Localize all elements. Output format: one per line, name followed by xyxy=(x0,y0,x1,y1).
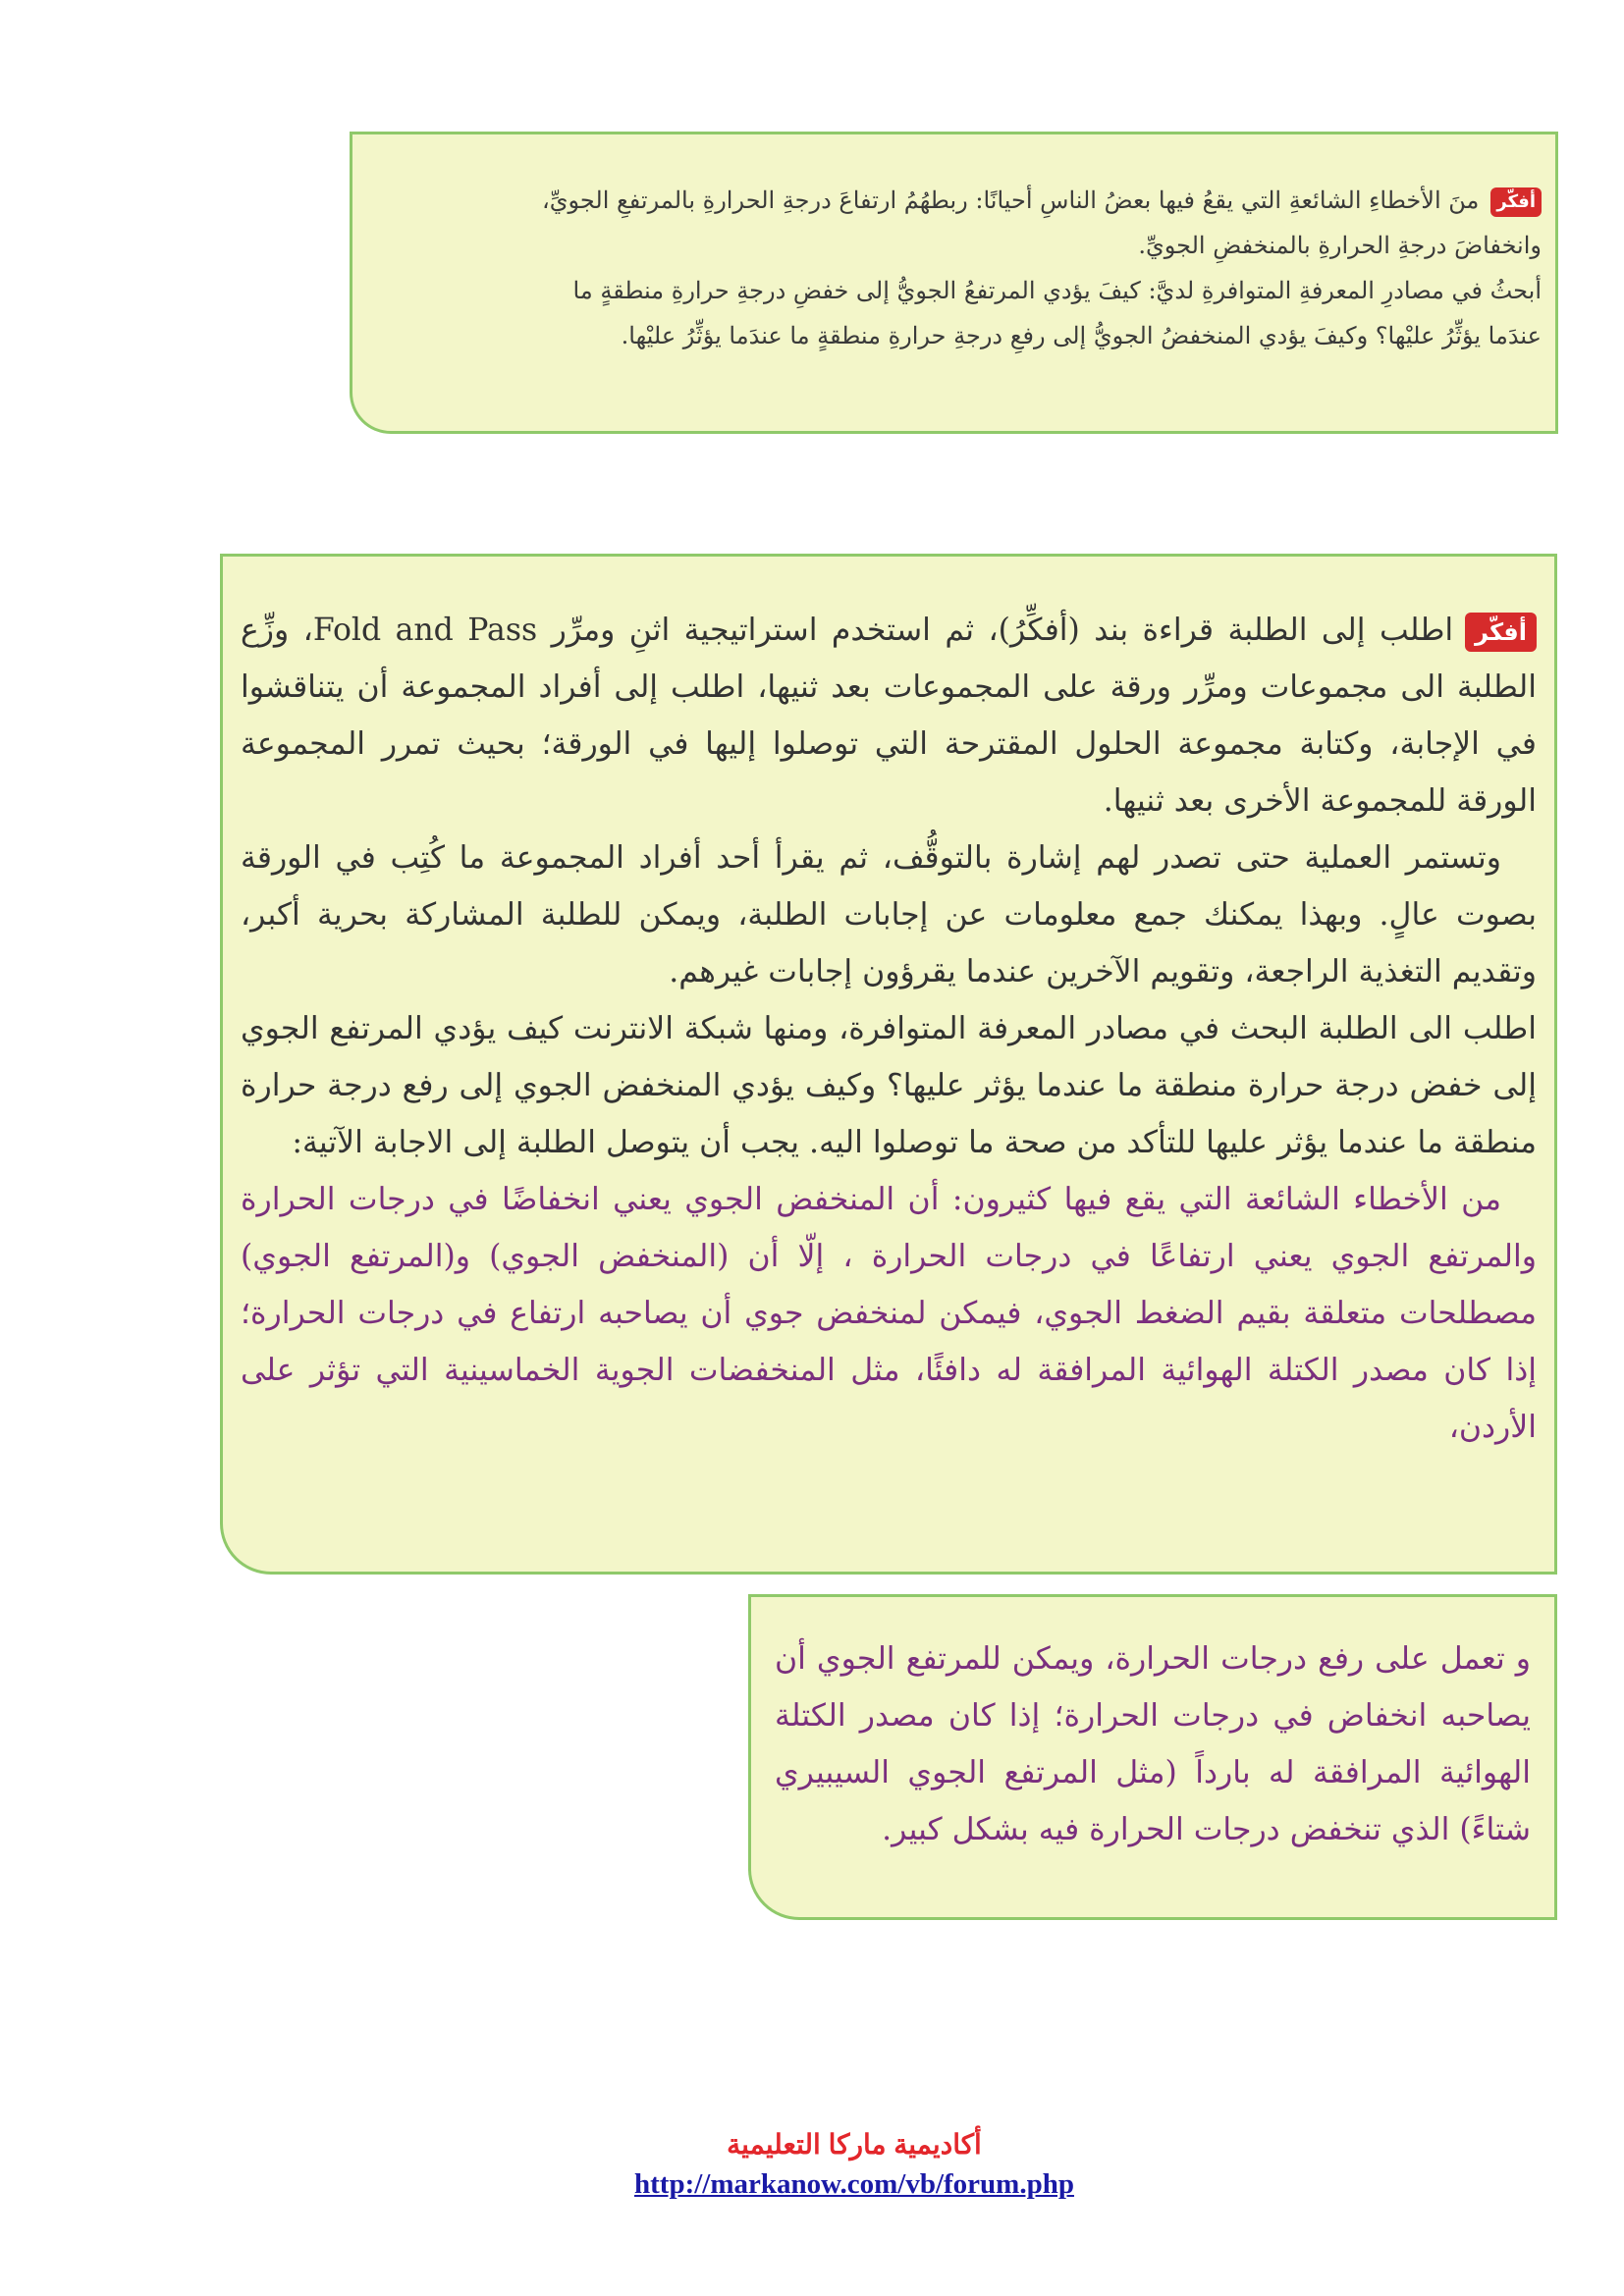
think-badge: أفكّر xyxy=(1490,187,1542,217)
guide-paragraph-1-text: اطلب إلى الطلبة قراءة بند (أفكِّرُ)، ثم استخدم استراتيجية اثنِ ومرِّر Fold and Pass، وزِّع الطلبة الى مجموعات ومرِّر ورقة على المجموعات بعد ثنيها، اطلب إلى أفراد المجموعة أن يتناقشوا في الإجابة، وكتابة مجموعة الحلول المقترحة التي توصلوا إليها في الورقة؛ بحيث تمرر المجموعة الورقة للمجموعة الأخرى بعد ثنيها. xyxy=(241,613,1537,819)
think-box-student xyxy=(350,132,1558,434)
think-line-2: وانخفاضَ درجةِ الحرارةِ بالمنخفضِ الجويِّ. xyxy=(1138,232,1542,259)
answer-continuation-box xyxy=(748,1594,1557,1920)
guide-paragraph-2: وتستمر العملية حتى تصدر لهم إشارة بالتوقُّف، ثم يقرأ أحد أفراد المجموعة ما كُتِب في الورقة بصوت عالٍ. وبهذا يمكنك جمع معلومات عن إجابات الطلبة، ويمكن للطلبة المشاركة بحرية أكبر، وتقديم التغذية الراجعة، وتقويم الآخرين عندما يقرؤون إجابات غيرهم. xyxy=(241,840,1537,989)
think-line-1-text: منَ الأخطاءِ الشائعةِ التي يقعُ فيها بعضُ الناسِ أحيانًا: ربطهُمُ ارتفاعَ درجةِ الحرارةِ بالمرتفعِ الجويِّ، xyxy=(541,187,1480,214)
answer-continuation-text: و تعمل على رفع درجات الحرارة، ويمكن للمرتفع الجوي أن يصاحبه انخفاض في درجات الحرارة؛ إذا كان مصدر الكتلة الهوائية المرافقة له بارداً (مثل المرتفع الجوي السيبيري شتاءً) الذي تنخفض درجات الحرارة فيه بشكل كبير. xyxy=(775,1641,1531,1847)
guide-paragraph-1 xyxy=(241,602,1537,829)
footer-forum-link[interactable]: http://markanow.com/vb/forum.php xyxy=(634,2168,1074,2200)
think-badge-large: أفكّر xyxy=(1465,613,1537,652)
think-line-3: أبحثُ في مصادرِ المعرفةِ المتوافرةِ لديَّ: كيفَ يؤدي المرتفعُ الجويُّ إلى خفضِ درجةِ حرارةِ منطقةٍ ما xyxy=(572,277,1542,304)
teacher-guide-box xyxy=(220,554,1557,1575)
think-line-1 xyxy=(366,178,1542,223)
think-line-4: عندَما يؤثِّرُ عليْها؟ وكيفَ يؤدي المنخفضُ الجويُّ إلى رفعِ درجةِ حرارةِ منطقةٍ ما عندَما يؤثِّرُ عليْها. xyxy=(621,322,1542,349)
page-footer xyxy=(550,2125,1159,2204)
guide-paragraph-3: اطلب الى الطلبة البحث في مصادر المعرفة المتوافرة، ومنها شبكة الانترنت كيف يؤدي المرتفع الجوي إلى خفض درجة حرارة منطقة ما عندما يؤثر عليها؟ وكيف يؤدي المنخفض الجوي إلى رفع درجة حرارة منطقة ما عندما يؤثر عليها للتأكد من صحة ما توصلوا اليه. يجب أن يتوصل الطلبة إلى الاجابة الآتية: xyxy=(241,1011,1537,1160)
guide-answer: من الأخطاء الشائعة التي يقع فيها كثيرون: أن المنخفض الجوي يعني انخفاضًا في درجات الحرارة والمرتفع الجوي يعني ارتفاعًا في درجات الحرارة ، إلّا أن (المنخفض الجوي) و(المرتفع الجوي) مصطلحات متعلقة بقيم الضغط الجوي، فيمكن لمنخفض جوي أن يصاحبه ارتفاع في درجات الحرارة؛ إذا كان مصدر الكتلة الهوائية المرافقة له دافئًا، مثل المنخفضات الجوية الخماسينية التي تؤثر على الأردن، xyxy=(241,1182,1537,1445)
footer-academy-name: أكاديمية ماركا التعليمية xyxy=(727,2129,982,2160)
